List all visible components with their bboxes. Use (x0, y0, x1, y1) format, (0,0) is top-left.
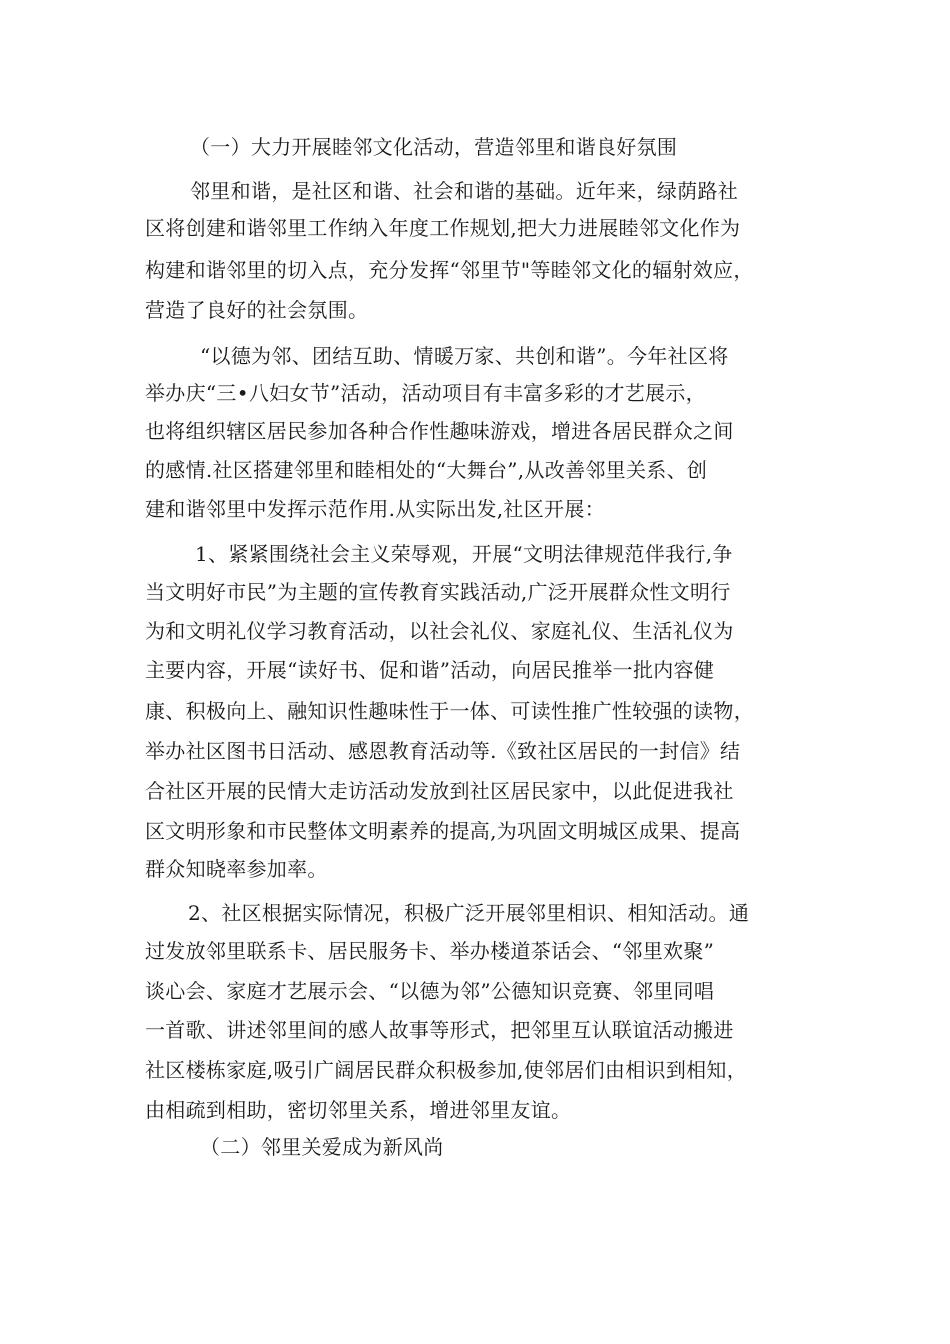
paragraph-2-line-5: 建和谐邻里中发挥示范作用.从实际出发,社区开展： (145, 497, 605, 521)
paragraph-2-line-2: 举办庆“三•八妇女节”活动，活动项目有丰富多彩的才艺展示， (145, 381, 706, 405)
paragraph-2-line-1: “以德为邻、团结互助、情暖万家、共创和谐”。今年社区将 (200, 344, 729, 368)
paragraph-3-line-4: 主要内容，开展“读好书、促和谐”活动，向居民推举一批内容健 (145, 658, 715, 682)
paragraph-3-line-7: 合社区开展的民情大走访活动发放到社区居民家中，以此促进我社 (145, 779, 734, 803)
paragraph-4-line-2: 过发放邻里联系卡、居民服务卡、举办楼道茶话会、“邻里欢聚” (145, 939, 715, 963)
paragraph-3-line-5: 康、积极向上、融知识性趣味性于一体、可读性推广性较强的读物， (145, 699, 754, 723)
section-heading-1: （一）大力开展睦邻文化活动，营造邻里和谐良好氛围 (190, 135, 678, 159)
paragraph-4-line-3: 谈心会、家庭才艺展示会、“以德为邻”公德知识竞赛、邻里同唱 (145, 979, 715, 1003)
paragraph-3-line-8: 区文明形象和市民整体文明素养的提高,为巩固文明城区成果、提高 (145, 819, 741, 843)
paragraph-1-line-3: 构建和谐邻里的切入点，充分发挥“邻里节"等睦邻文化的辐射效应， (145, 258, 754, 282)
paragraph-2-line-4: 的感情.社区搭建邻里和睦相处的“大舞台”,从改善邻里关系、创 (145, 458, 708, 482)
paragraph-3-line-2: 当文明好市民”为主题的宣传教育实践活动,广泛开展群众性文明行 (145, 580, 731, 604)
section-heading-2: （二）邻里关爱成为新风尚 (200, 1135, 444, 1159)
paragraph-1-line-1: 邻里和谐，是社区和谐、社会和谐的基础。近年来，绿荫路社 (190, 179, 739, 203)
paragraph-3-line-1: 1、紧紧围绕社会主义荣辱观，开展“文明法律规范伴我行,争 (195, 542, 733, 566)
paragraph-3-line-9: 群众知晓率参加率。 (145, 857, 328, 881)
paragraph-4-line-5: 社区楼栋家庭,吸引广阔居民群众积极参加,使邻居们由相识到相知， (145, 1058, 748, 1082)
paragraph-3-line-6: 举办社区图书日活动、感恩教育活动等.《致社区居民的一封信》结 (145, 739, 741, 763)
paragraph-2-line-3: 也将组织辖区居民参加各种合作性趣味游戏，增进各居民群众之间 (145, 419, 734, 443)
paragraph-4-line-4: 一首歌、讲述邻里间的感人故事等形式，把邻里互认联谊活动搬进 (145, 1018, 734, 1042)
paragraph-1-line-2: 区将创建和谐邻里工作纳入年度工作规划,把大力进展睦邻文化作为 (145, 216, 741, 240)
paragraph-1-line-4: 营造了良好的社会氛围。 (145, 298, 369, 322)
paragraph-4-line-1: 2、社区根据实际情况，积极广泛开展邻里相识、相知活动。通 (188, 901, 750, 925)
paragraph-3-line-3: 为和文明礼仪学习教育活动，以社会礼仪、家庭礼仪、生活礼仪为 (145, 619, 734, 643)
paragraph-4-line-6: 由相疏到相助，密切邻里关系，增进邻里友谊。 (145, 1098, 572, 1122)
